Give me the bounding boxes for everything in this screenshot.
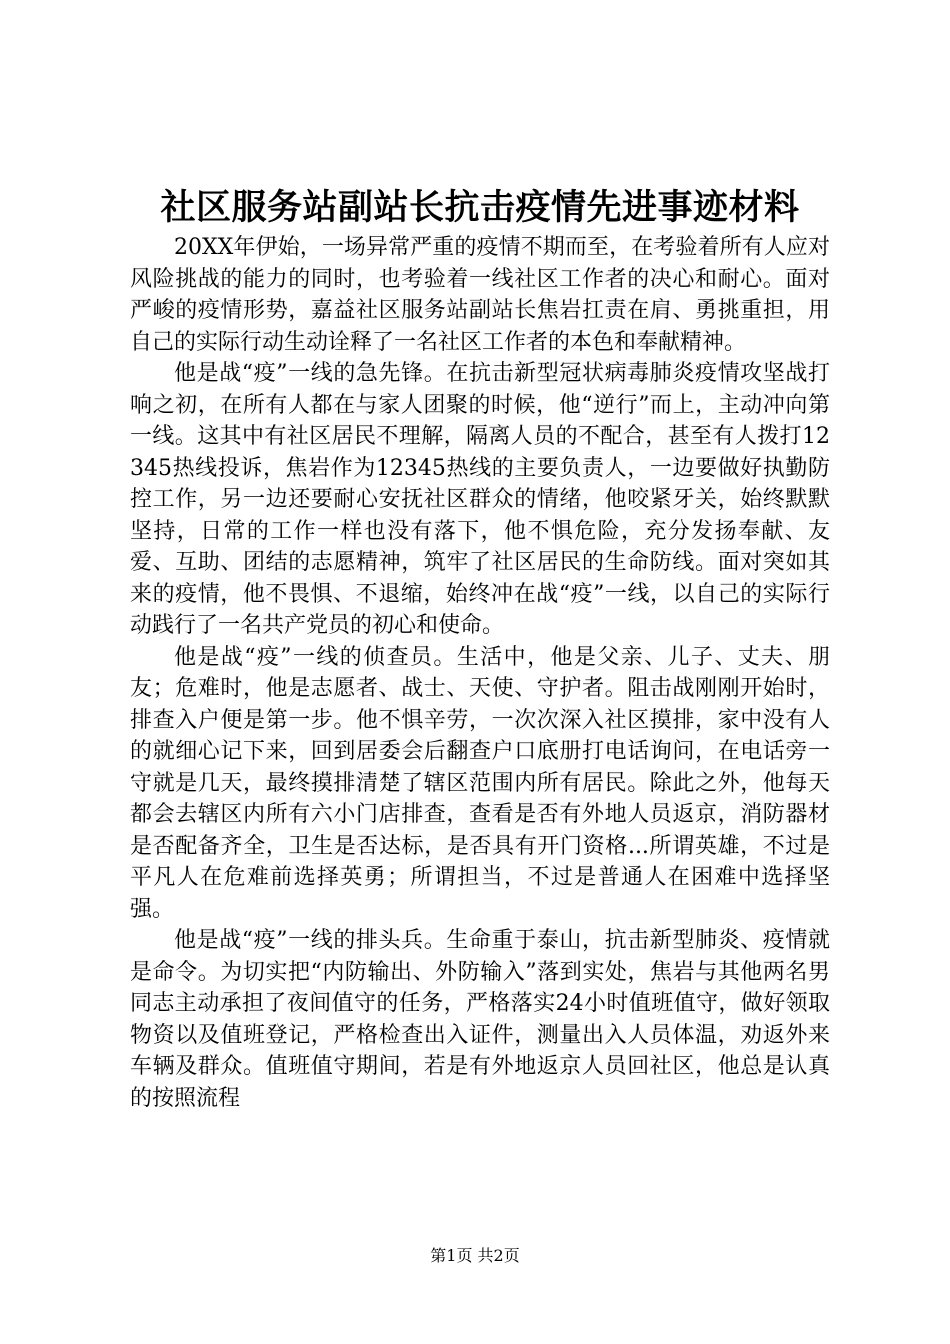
paragraph: 他是战“疫”一线的侦查员。生活中，他是父亲、儿子、丈夫、朋友；危难时，他是志愿者、战士、天使、守护者。阻击战刚刚开始时，排查入户便是第一步。他不惧辛劳，一次次深入社区摸排，家中没有人的就细心记下来，回到居委会后翻查户口底册打电话询问，在电话旁一守就是几天，最终摸排清楚了辖区范围内所有居民。除此之外，他每天都会去辖区内所有六小门店排查，查看是否有外地人员返京，消防器材是否配备齐全，卫生是否达标，是否具有开门资格...所谓英雄，不过是平凡人在危难前选择英勇；所谓担当，不过是普通人在困难中选择坚强。 (130, 644, 830, 922)
document-title: 社区服务站副站长抗击疫情先进事迹材料 (160, 188, 800, 228)
page-footer: 第1页 共2页 (430, 1246, 520, 1265)
paragraph: 20XX年伊始，一场异常严重的疫情不期而至，在考验着所有人应对风险挑战的能力的同时，也考验着一线社区工作者的决心和耐心。面对严峻的疫情形势，嘉益社区服务站副站长焦岩扛责在肩、勇挑重担，用自己的实际行动生动诠释了一名社区工作者的本色和奉献精神。 (130, 235, 830, 355)
paragraph: 他是战“疫”一线的排头兵。生命重于泰山，抗击新型肺炎、疫情就是命令。为切实把“内防输出、外防输入”落到实处，焦岩与其他两名男同志主动承担了夜间值守的任务，严格落实24小时值班值守，做好领取物资以及值班登记，严格检查出入证件，测量出入人员体温，劝返外来车辆及群众。值班值守期间，若是有外地返京人员回社区，他总是认真的按照流程 (130, 928, 830, 1111)
paragraph: 他是战“疫”一线的急先锋。在抗击新型冠状病毒肺炎疫情攻坚战打响之初，在所有人都在与家人团聚的时候，他“逆行”而上，主动冲向第一线。这其中有社区居民不理解，隔离人员的不配合，甚至有人拨打12345热线投诉，焦岩作为12345热线的主要负责人，一边要做好执勤防控工作，另一边还要耐心安抚社区群众的情绪，他咬紧牙关，始终默默坚持，日常的工作一样也没有落下，他不惧危险，充分发扬奉献、友爱、互助、团结的志愿精神，筑牢了社区居民的生命防线。面对突如其来的疫情，他不畏惧、不退缩，始终冲在战“疫”一线，以自己的实际行动践行了一名共产党员的初心和使命。 (130, 361, 830, 638)
document-body (130, 232, 830, 1114)
